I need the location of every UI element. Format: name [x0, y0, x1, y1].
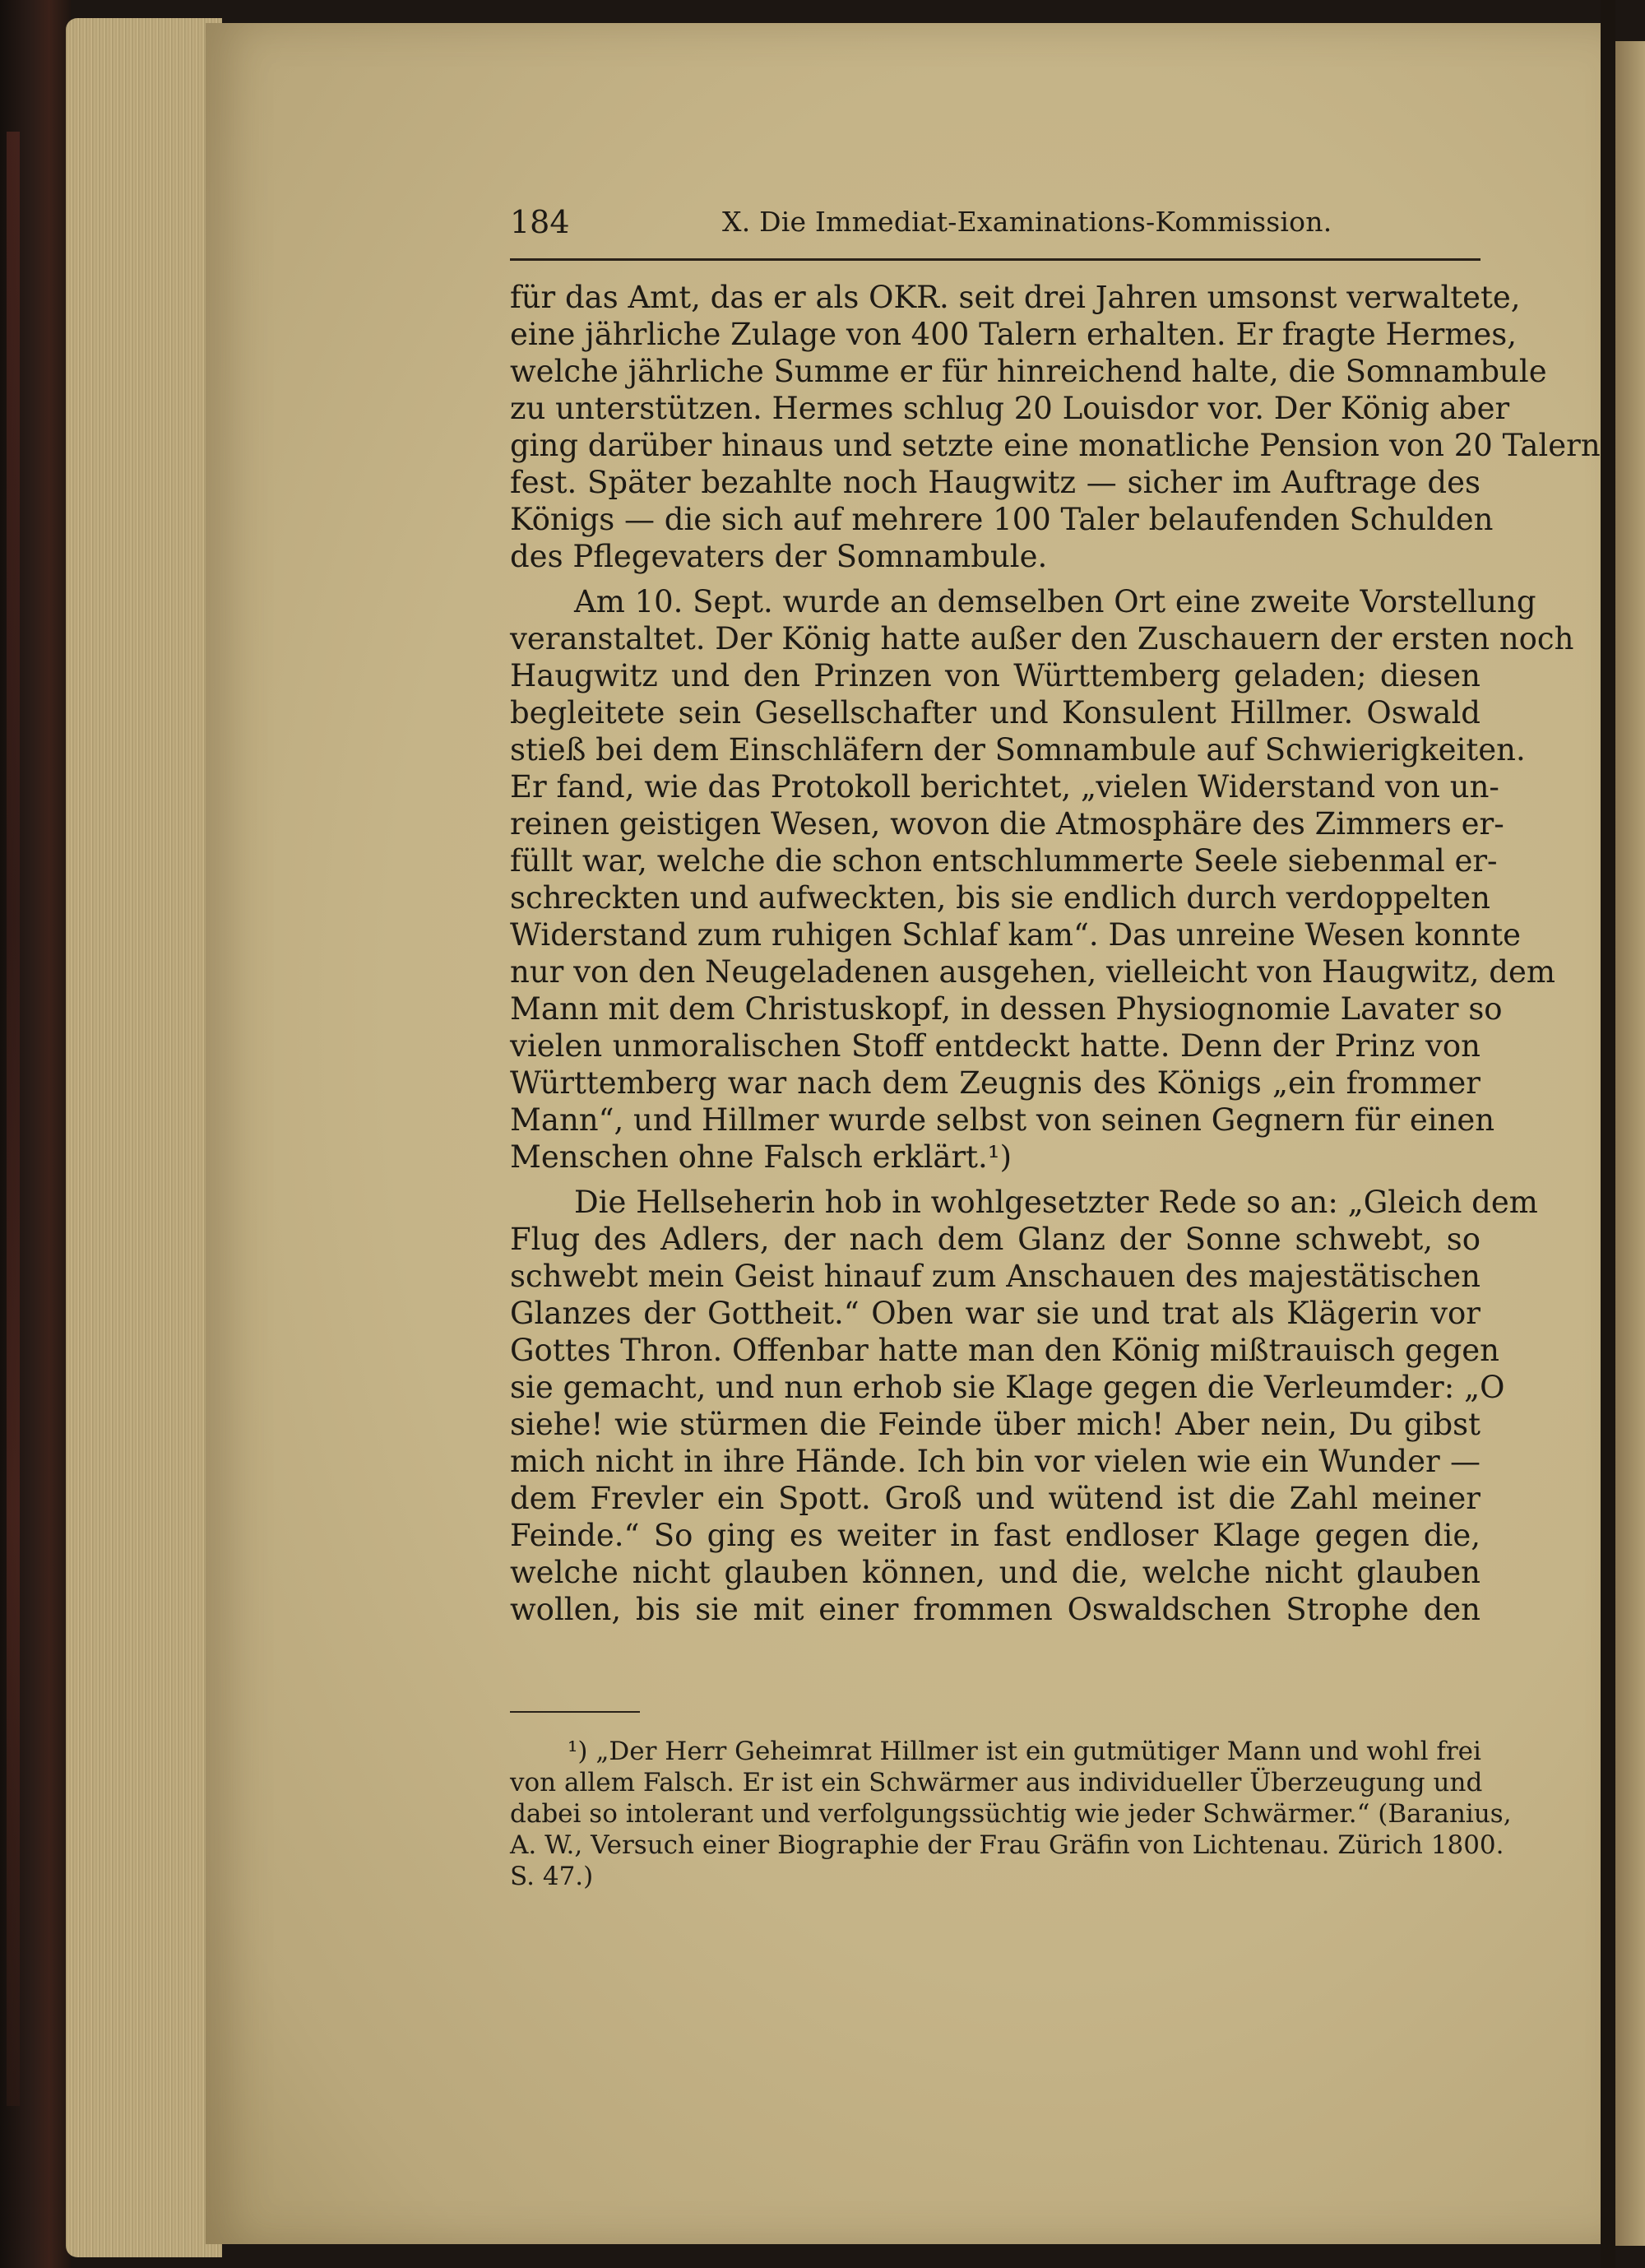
- body-line: des Pflegevaters der Somnambule.: [510, 539, 1048, 574]
- footnote-line: ¹) „Der Herr Geheimrat Hillmer ist ein gutmütiger Mann und wohl frei: [568, 1737, 1481, 1766]
- body-line: reinen geistigen Wesen, wovon die Atmosphäre des Zimmers er-: [510, 806, 1504, 842]
- body-line: welche jährliche Summe er für hinreichend halte, die Somnambule: [510, 354, 1547, 389]
- next-page-edge: [1615, 41, 1645, 2246]
- body-line: stieß bei dem Einschläfern der Somnambule auf Schwierigkeiten.: [510, 732, 1526, 768]
- footnote-line: dabei so intolerant und verfolgungssüchtig wie jeder Schwärmer.“ (Baranius,: [510, 1799, 1512, 1829]
- body-line: Widerstand zum ruhigen Schlaf kam“. Das unreine Wesen konnte: [510, 917, 1521, 953]
- body-line: Haugwitz und den Prinzen von Württemberg geladen; diesen: [510, 658, 1480, 693]
- body-line: wollen, bis sie mit einer frommen Oswaldschen Strophe den: [510, 1592, 1480, 1627]
- running-title: X. Die Immediat-Examinations-Kommission.: [722, 206, 1332, 238]
- body-line: Württemberg war nach dem Zeugnis des Königs „ein frommer: [510, 1065, 1480, 1101]
- header-rule: [510, 258, 1480, 261]
- body-line: veranstaltet. Der König hatte außer den Zuschauern der ersten noch: [510, 621, 1574, 656]
- body-line: Die Hellseherin hob in wohlgesetzter Rede so an: „Gleich dem: [574, 1185, 1538, 1220]
- body-line: schreckten und aufweckten, bis sie endlich durch verdoppelten: [510, 880, 1490, 916]
- stacked-page-edges: [66, 18, 222, 2257]
- body-line: dem Frevler ein Spott. Groß und wütend ist die Zahl meiner: [510, 1481, 1480, 1516]
- book-cover-edge: [0, 0, 71, 2268]
- body-line: Gottes Thron. Offenbar hatte man den König mißtrauisch gegen: [510, 1333, 1500, 1368]
- body-line: vielen unmoralischen Stoff entdeckt hatte. Denn der Prinz von: [510, 1028, 1480, 1064]
- footnote-line: A. W., Versuch einer Biographie der Frau Gräfin von Lichtenau. Zürich 1800.: [510, 1830, 1504, 1860]
- body-line: Menschen ohne Falsch erklärt.¹): [510, 1139, 1012, 1175]
- body-line: Am 10. Sept. wurde an demselben Ort eine zweite Vorstellung: [574, 584, 1536, 619]
- body-line: begleitete sein Gesellschafter und Konsulent Hillmer. Oswald: [510, 695, 1480, 730]
- body-line: sie gemacht, und nun erhob sie Klage gegen die Verleumder: „O: [510, 1370, 1505, 1405]
- footnote-rule: [510, 1711, 640, 1713]
- footnote-line: von allem Falsch. Er ist ein Schwärmer aus individueller Überzeugung und: [510, 1768, 1483, 1797]
- body-line: Königs — die sich auf mehrere 100 Taler belaufenden Schulden: [510, 502, 1494, 537]
- body-line: zu unterstützen. Hermes schlug 20 Louisdor vor. Der König aber: [510, 391, 1510, 426]
- page-number: 184: [510, 204, 570, 240]
- body-line: fest. Später bezahlte noch Haugwitz — sicher im Auftrage des: [510, 465, 1480, 500]
- body-line: Feinde.“ So ging es weiter in fast endloser Klage gegen die,: [510, 1518, 1480, 1553]
- body-line: mich nicht in ihre Hände. Ich bin vor vielen wie ein Wunder —: [510, 1444, 1480, 1479]
- body-line: Mann mit dem Christuskopf, in dessen Physiognomie Lavater so: [510, 991, 1503, 1027]
- body-line: Er fand, wie das Protokoll berichtet, „vielen Widerstand von un-: [510, 769, 1499, 805]
- body-line: schwebt mein Geist hinauf zum Anschauen des majestätischen: [510, 1259, 1480, 1294]
- body-line: siehe! wie stürmen die Feinde über mich! Aber nein, Du gibst: [510, 1407, 1480, 1442]
- body-line: Glanzes der Gottheit.“ Oben war sie und trat als Klägerin vor: [510, 1296, 1480, 1331]
- body-line: für das Amt, das er als OKR. seit drei Jahren umsonst verwaltete,: [510, 280, 1521, 315]
- binding-gap: [1601, 0, 1615, 2268]
- body-line: Flug des Adlers, der nach dem Glanz der Sonne schwebt, so: [510, 1222, 1480, 1257]
- body-line: füllt war, welche die schon entschlummerte Seele siebenmal er-: [510, 843, 1498, 879]
- body-line: nur von den Neugeladenen ausgehen, vielleicht von Haugwitz, dem: [510, 954, 1555, 990]
- footnote-line: S. 47.): [510, 1862, 594, 1891]
- body-line: ging darüber hinaus und setzte eine monatliche Pension von 20 Talern: [510, 428, 1601, 463]
- body-line: eine jährliche Zulage von 400 Talern erhalten. Er fragte Hermes,: [510, 317, 1518, 352]
- body-line: welche nicht glauben können, und die, welche nicht glauben: [510, 1555, 1480, 1590]
- body-line: Mann“, und Hillmer wurde selbst von seinen Gegnern für einen: [510, 1102, 1495, 1138]
